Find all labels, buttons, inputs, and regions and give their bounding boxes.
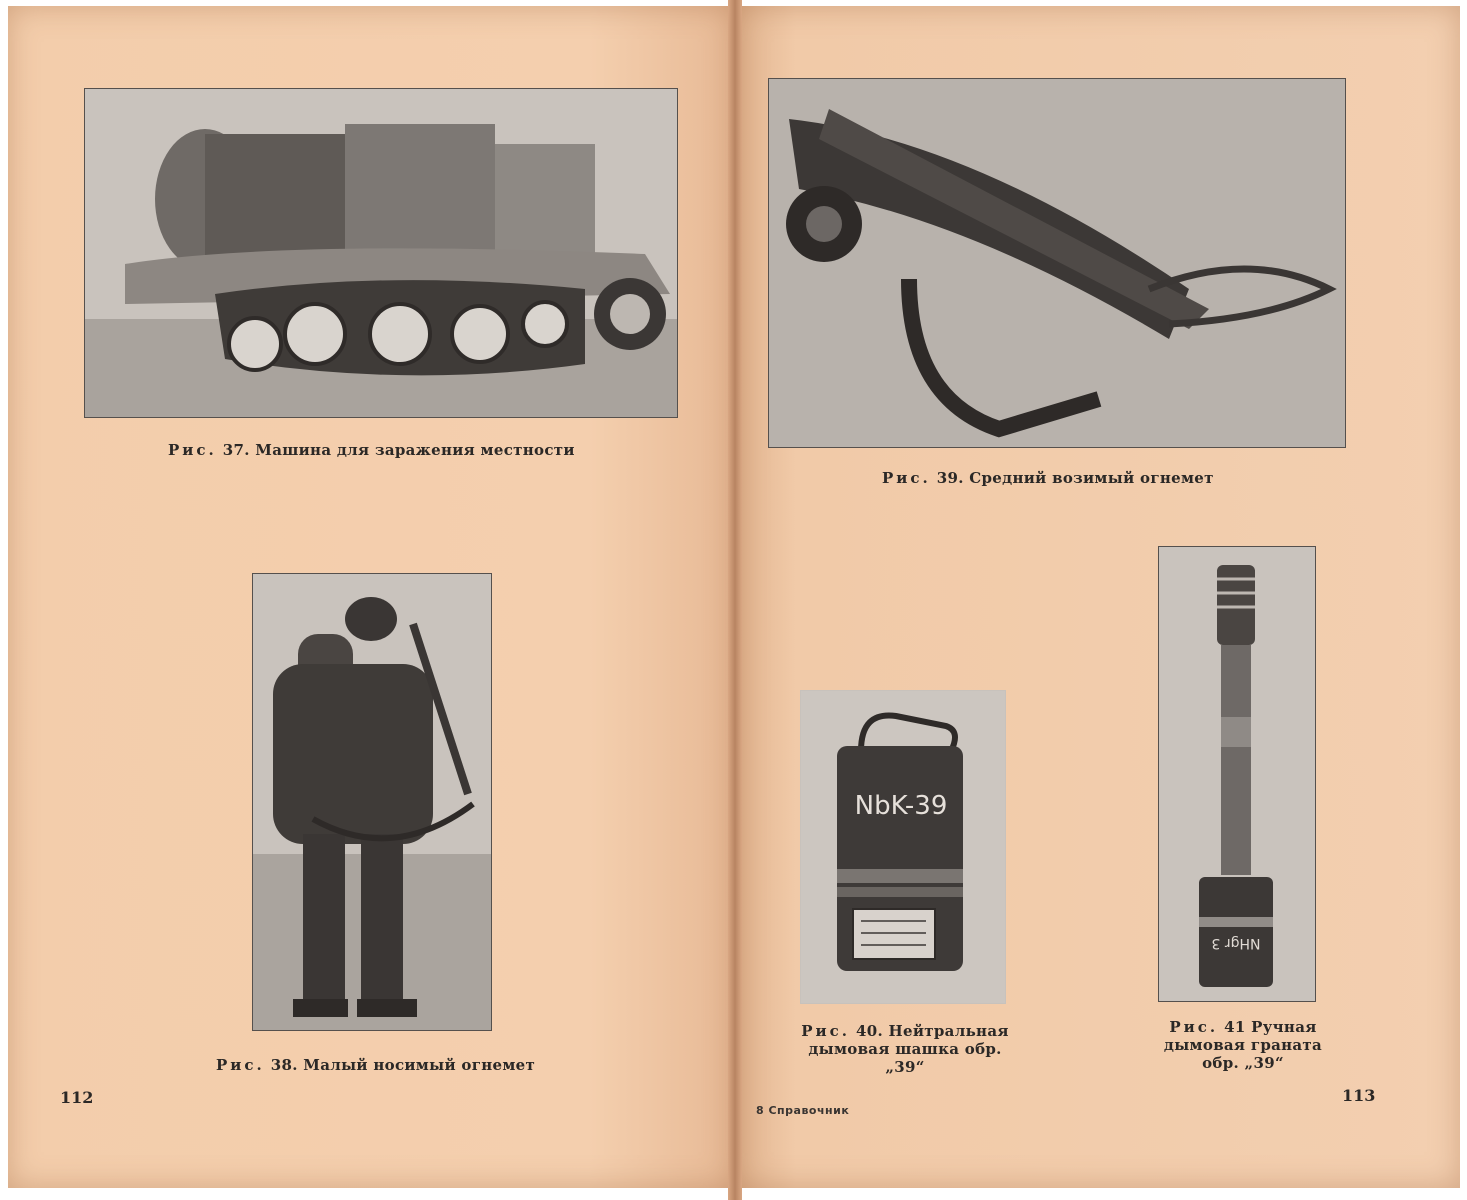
figure-39-flamethrower-photo (768, 78, 1346, 448)
figure-41-prefix: Рис. (1169, 1018, 1219, 1036)
figure-37-text: 37. Машина для заражения местности (222, 441, 575, 459)
figure-38-caption (216, 1056, 535, 1074)
grenade-label-text: NHgr 3 (1211, 935, 1261, 951)
figure-40-canister-photo (800, 690, 1006, 1004)
figure-39-text: 39. Средний возимый огнемет (936, 469, 1214, 487)
figure-39-caption (882, 469, 1214, 487)
book-gutter (728, 0, 742, 1200)
figure-39-prefix: Рис. (882, 469, 931, 487)
figure-37-prefix: Рис. (168, 441, 217, 459)
canister-label-text: NbK-39 (854, 791, 948, 821)
figure-40-text-line2: дымовая шашка обр. „39“ (808, 1040, 1002, 1076)
figure-40-prefix: Рис. (801, 1022, 851, 1040)
figure-41-text-line2: дымовая граната (1163, 1036, 1323, 1054)
figure-38-prefix: Рис. (216, 1056, 265, 1074)
footer-signature: 8 Справочник (756, 1104, 850, 1117)
figure-38-soldier-photo (252, 573, 492, 1031)
figure-38-text: 38. Малый носимый огнемет (270, 1056, 536, 1074)
figure-37-vehicle-photo (84, 88, 678, 418)
figure-37-caption (168, 441, 575, 459)
figure-40-text: 40. Нейтральная (856, 1022, 1009, 1040)
left-page-number: 112 (60, 1088, 94, 1107)
figure-41-text: 41 Ручная (1224, 1018, 1317, 1036)
right-page-number: 113 (1342, 1086, 1376, 1105)
figure-41-caption (1150, 1018, 1336, 1072)
figure-41-text-line3: обр. „39“ (1202, 1054, 1284, 1072)
figure-40-caption (790, 1022, 1020, 1076)
figure-41-grenade-photo (1158, 546, 1316, 1002)
